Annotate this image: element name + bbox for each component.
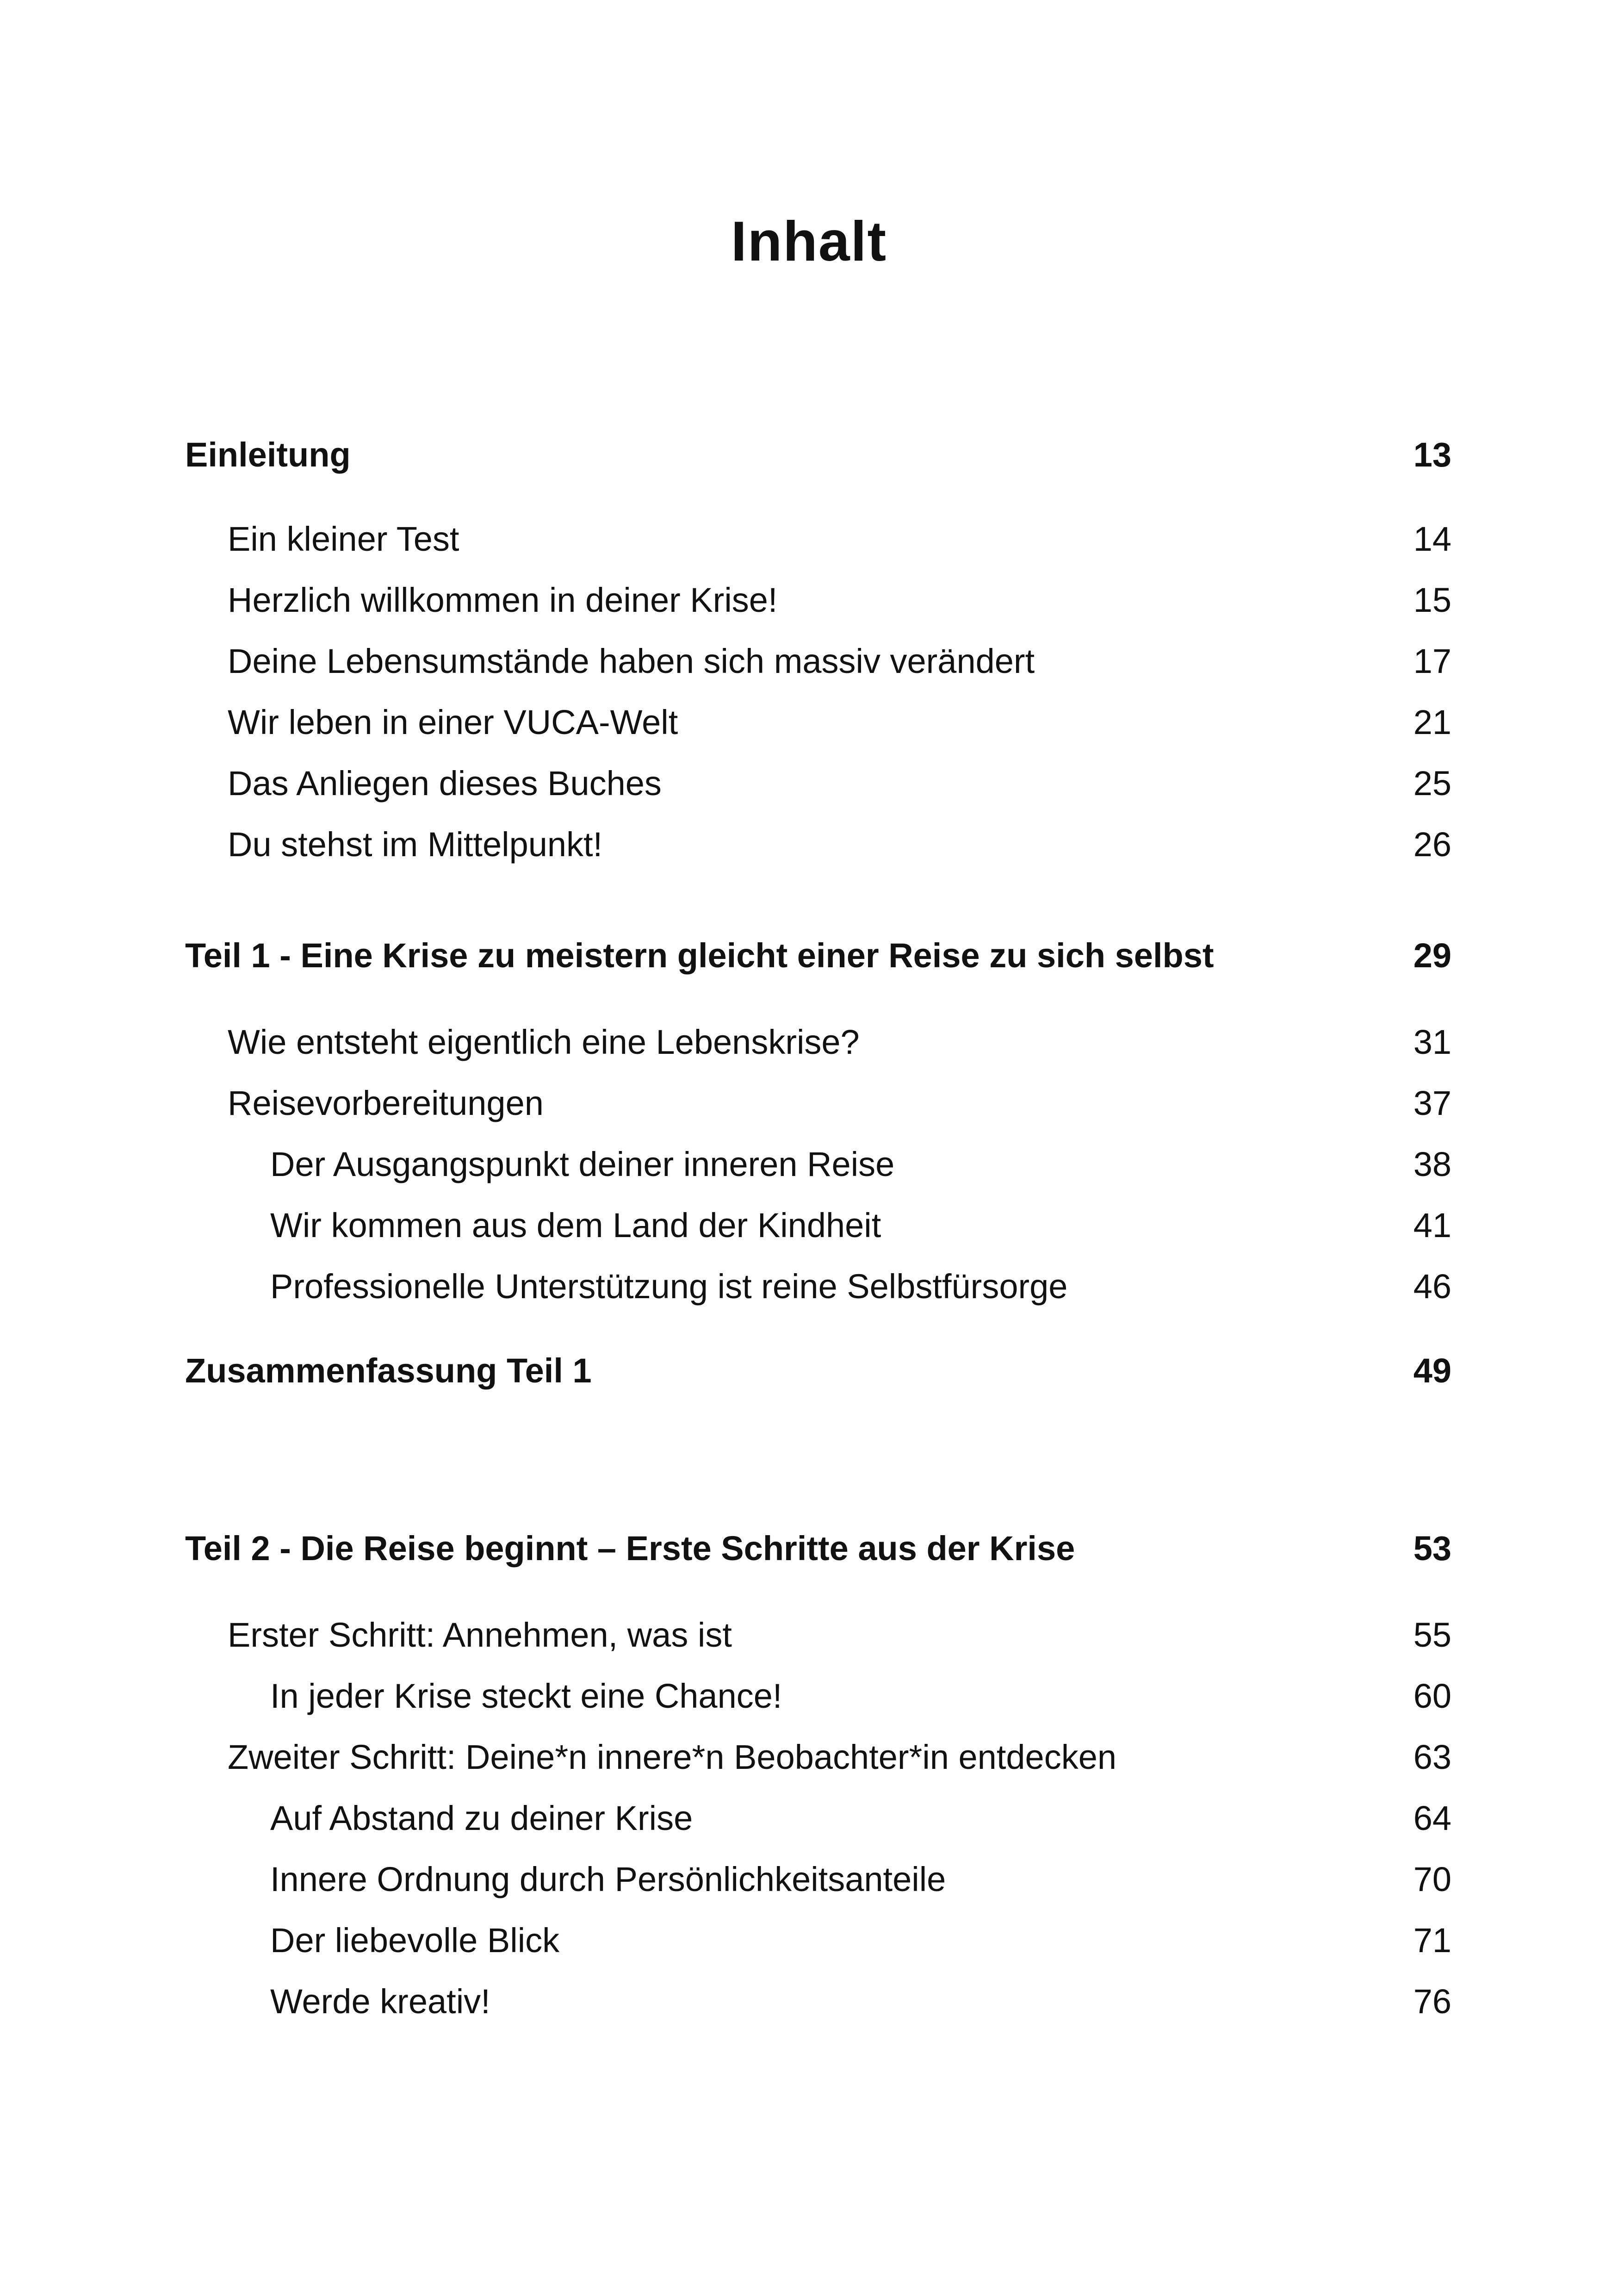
toc-entry-page: 21 xyxy=(1413,703,1451,741)
toc-entry[interactable] xyxy=(0,1202,1618,1249)
toc-entry[interactable] xyxy=(0,699,1618,746)
toc-entry-title: Das Anliegen dieses Buches xyxy=(228,764,662,803)
toc-entry-title: Werde kreativ! xyxy=(270,1982,490,2021)
toc-entry-page: 55 xyxy=(1413,1616,1451,1654)
toc-entry-page: 15 xyxy=(1413,581,1451,619)
toc-entry-title: Zweiter Schritt: Deine*n innere*n Beobachter*in entdecken xyxy=(228,1738,1117,1776)
toc-entry-page: 37 xyxy=(1413,1084,1451,1122)
toc-entry-page: 17 xyxy=(1413,642,1451,680)
toc-entry[interactable] xyxy=(0,1795,1618,1842)
toc-entry-title: Erster Schritt: Annehmen, was ist xyxy=(228,1616,732,1654)
toc-entry-title: Wir leben in einer VUCA-Welt xyxy=(228,703,678,741)
toc-section-teil-1[interactable] xyxy=(0,933,1618,979)
toc-entry-title: Einleitung xyxy=(185,436,351,474)
toc-entry[interactable] xyxy=(0,1734,1618,1780)
toc-entry-title: Auf Abstand zu deiner Krise xyxy=(270,1799,693,1837)
toc-entry-title: Teil 2 - Die Reise beginnt – Erste Schritte aus der Krise xyxy=(185,1529,1075,1568)
page-title: Inhalt xyxy=(731,210,887,273)
toc-entry[interactable] xyxy=(0,1979,1618,2025)
toc-section-zusammenfassung-teil-1[interactable] xyxy=(0,1348,1618,1394)
toc-entry-page: 38 xyxy=(1413,1145,1451,1183)
toc-entry[interactable] xyxy=(0,1019,1618,1065)
toc-section-teil-2[interactable] xyxy=(0,1525,1618,1572)
toc-entry-page: 31 xyxy=(1413,1023,1451,1061)
toc-entry-page: 41 xyxy=(1413,1206,1451,1244)
toc-entry-title: In jeder Krise steckt eine Chance! xyxy=(270,1677,782,1715)
toc-entry-page: 49 xyxy=(1413,1351,1451,1390)
toc-entry-title: Zusammenfassung Teil 1 xyxy=(185,1351,592,1390)
toc-entry-title: Teil 1 - Eine Krise zu meistern gleicht einer Reise zu sich selbst xyxy=(185,936,1214,975)
toc-entry-page: 71 xyxy=(1413,1921,1451,1960)
toc-entry-page: 60 xyxy=(1413,1677,1451,1715)
toc-entry-page: 26 xyxy=(1413,825,1451,864)
toc-entry-title: Reisevorbereitungen xyxy=(228,1084,544,1122)
toc-entry-page: 13 xyxy=(1413,436,1451,474)
toc-entry-title: Herzlich willkommen in deiner Krise! xyxy=(228,581,778,619)
toc-entry-title: Professionelle Unterstützung ist reine Selbstfürsorge xyxy=(270,1267,1068,1306)
toc-entry[interactable] xyxy=(0,1263,1618,1310)
toc-entry-page: 76 xyxy=(1413,1982,1451,2021)
toc-entry-title: Wir kommen aus dem Land der Kindheit xyxy=(270,1206,881,1244)
toc-entry[interactable] xyxy=(0,821,1618,868)
toc-entry-page: 53 xyxy=(1413,1529,1451,1568)
toc-entry-page: 46 xyxy=(1413,1267,1451,1306)
toc-entry[interactable] xyxy=(0,577,1618,623)
toc-entry-page: 29 xyxy=(1413,936,1451,975)
toc-entry-page: 70 xyxy=(1413,1860,1451,1898)
toc-entry[interactable] xyxy=(0,638,1618,684)
toc-entry[interactable] xyxy=(0,1917,1618,1964)
toc-entry-title: Wie entsteht eigentlich eine Lebenskrise? xyxy=(228,1023,860,1061)
toc-entry[interactable] xyxy=(0,1673,1618,1719)
toc-entry-title: Der liebevolle Blick xyxy=(270,1921,560,1960)
toc-entry-page: 64 xyxy=(1413,1799,1451,1837)
toc-entry[interactable] xyxy=(0,1856,1618,1903)
toc-entry[interactable] xyxy=(0,516,1618,562)
toc-entry-page: 63 xyxy=(1413,1738,1451,1776)
toc-section-einleitung[interactable] xyxy=(0,432,1618,478)
toc-entry-page: 25 xyxy=(1413,764,1451,803)
toc-entry[interactable] xyxy=(0,1612,1618,1658)
toc-entry-title: Innere Ordnung durch Persönlichkeitsanteile xyxy=(270,1860,946,1898)
toc-entry[interactable] xyxy=(0,1141,1618,1188)
toc-entry-title: Deine Lebensumstände haben sich massiv verändert xyxy=(228,642,1035,680)
toc-entry-title: Du stehst im Mittelpunkt! xyxy=(228,825,603,864)
toc-entry[interactable] xyxy=(0,760,1618,807)
toc-entry-title: Der Ausgangspunkt deiner inneren Reise xyxy=(270,1145,895,1183)
toc-entry-page: 14 xyxy=(1413,520,1451,558)
toc-entry[interactable] xyxy=(0,1080,1618,1126)
toc-entry-title: Ein kleiner Test xyxy=(228,520,459,558)
